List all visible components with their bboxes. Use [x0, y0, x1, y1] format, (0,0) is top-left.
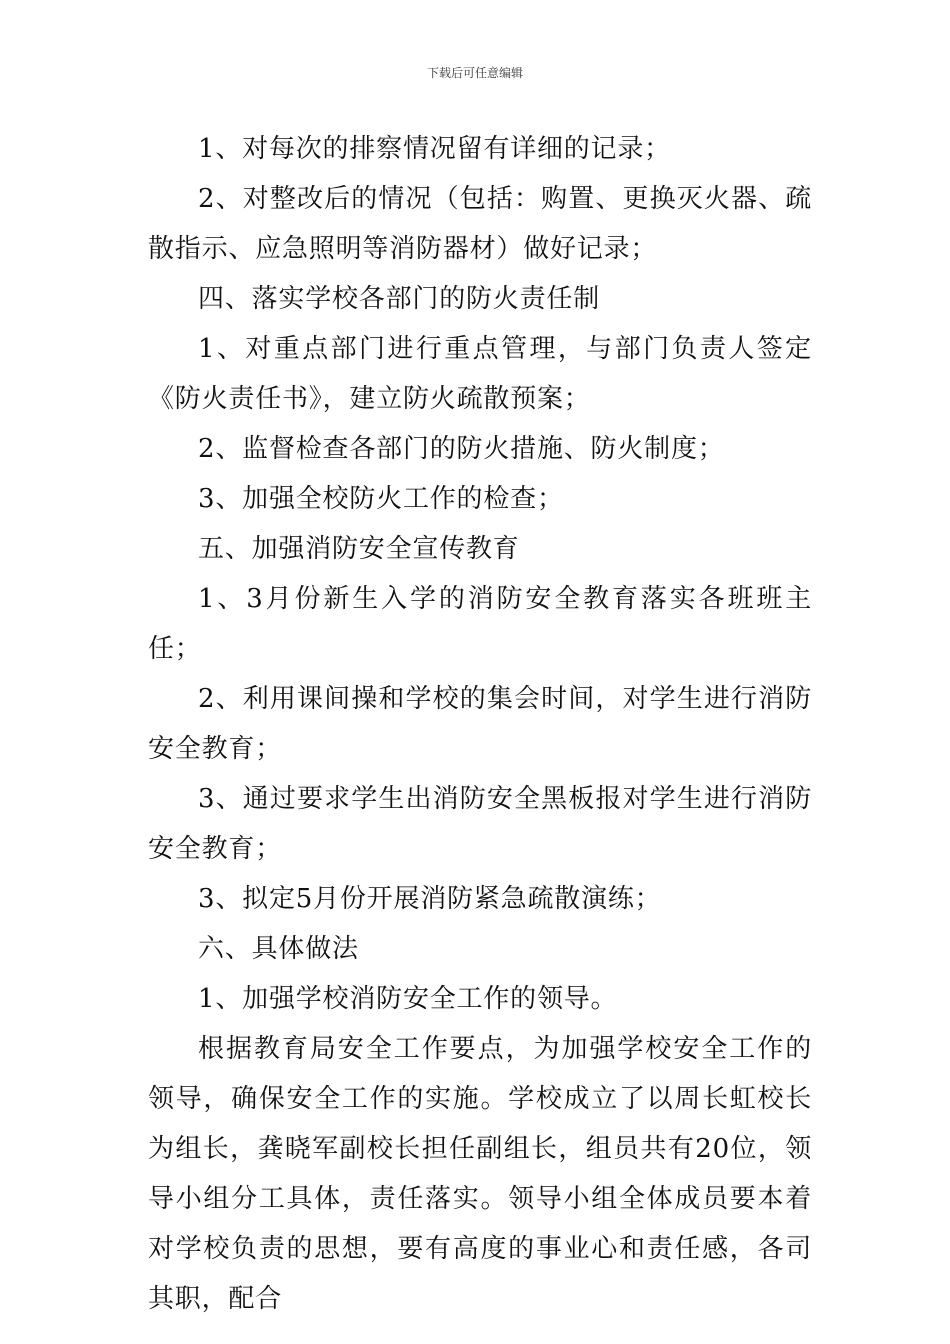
paragraph-supervise-departments: 2、监督检查各部门的防火措施、防火制度； — [198, 434, 725, 464]
section-heading-fire-responsibility: 四、落实学校各部门的防火责任制 — [198, 284, 601, 314]
section-heading-specific-measures: 六、具体做法 — [198, 934, 359, 964]
paragraph-record-inspection: 1、对每次的排察情况留有详细的记录； — [198, 134, 671, 164]
page-header: 下载后可任意编辑 — [426, 66, 523, 80]
paragraph-blackboard: 3、通过要求学生出消防安全黑板报对学生进行消防安全教育； — [148, 784, 812, 864]
paragraph-new-students: 1、3月份新生入学的消防安全教育落实各班班主任； — [148, 584, 812, 664]
paragraph-leadership-detail: 根据教育局安全工作要点，为加强学校安全工作的领导，确保安全工作的实施。学校成立了以周长虹校长为组长，龚晓军副校长担任副组长，组员共有20位，领导小组分工具体，责任落实。领导小组全体成员要本着对学校负责的思想，要有高度的事业心和责任感，各司其职，配合 — [148, 1034, 812, 1314]
paragraph-leadership: 1、加强学校消防安全工作的领导。 — [198, 984, 618, 1014]
paragraph-key-departments: 1、对重点部门进行重点管理，与部门负责人签定《防火责任书》，建立防火疏散预案； — [148, 334, 812, 414]
paragraph-school-inspection: 3、加强全校防火工作的检查； — [198, 484, 564, 514]
paragraph-evacuation-drill: 3、拟定5月份开展消防紧急疏散演练； — [198, 884, 662, 914]
paragraph-assembly-time: 2、利用课间操和学校的集会时间，对学生进行消防安全教育； — [148, 684, 812, 764]
section-heading-safety-education: 五、加强消防安全宣传教育 — [198, 534, 520, 564]
document-body — [148, 124, 812, 1324]
paragraph-record-rectification: 2、对整改后的情况（包括：购置、更换灭火器、疏散指示、应急照明等消防器材）做好记录； — [148, 184, 812, 264]
